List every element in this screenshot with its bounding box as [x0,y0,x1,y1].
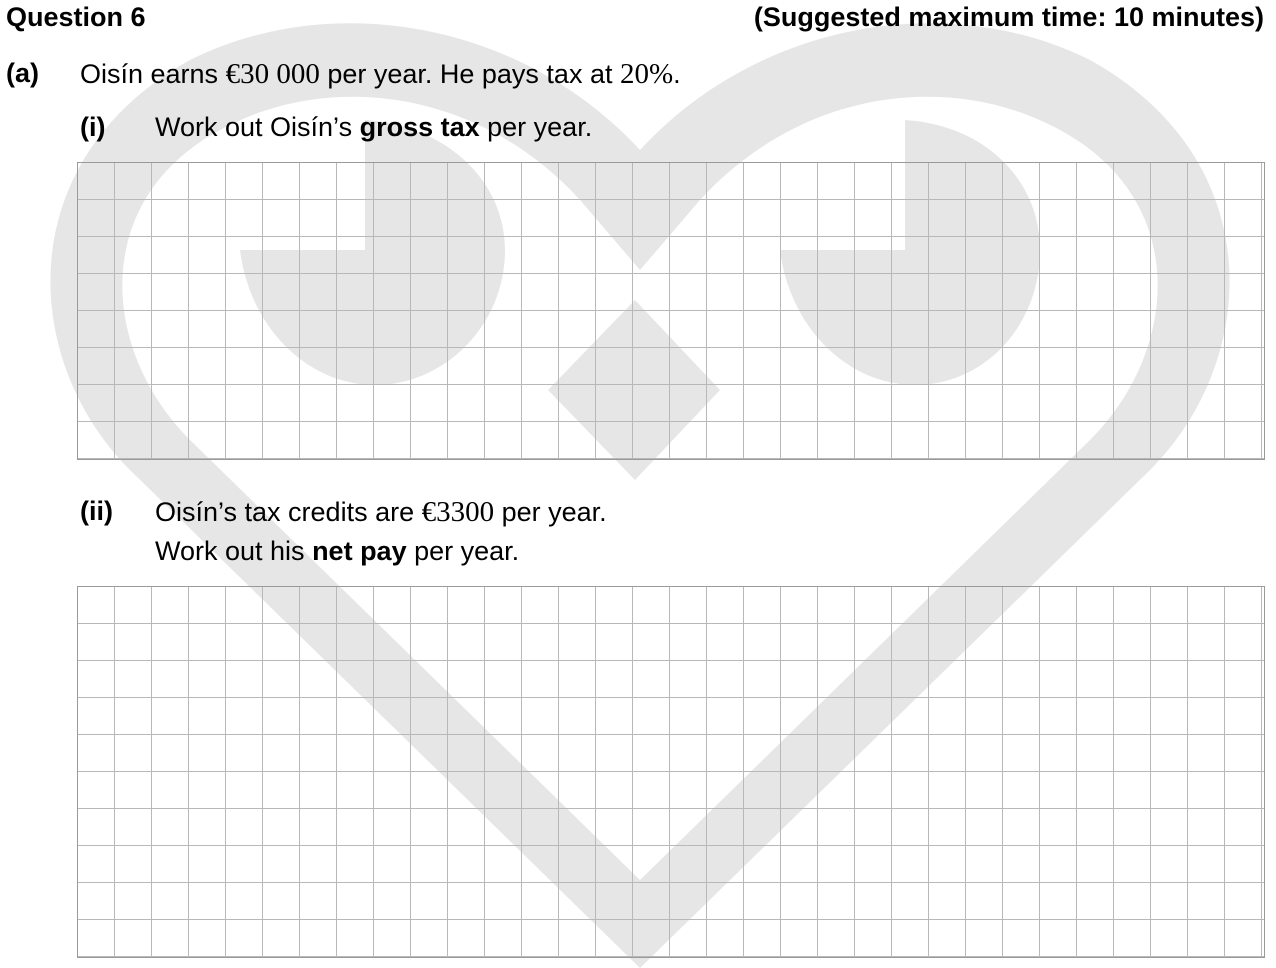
part-a-rate: 20% [619,58,674,90]
part-ii-credits: €3300 [421,496,495,528]
part-ii-label: (ii) [80,496,113,526]
answer-grid-i[interactable] [77,162,1265,460]
part-ii-line1 [155,496,607,529]
part-ii-line1-prefix: Oisín’s tax credits are [155,497,422,527]
part-ii-bold: net pay [312,536,407,566]
part-a-text-suffix: . [673,59,681,89]
part-i-bold: gross tax [359,112,480,142]
answer-grid-ii[interactable] [77,586,1265,958]
part-ii-line2-suffix: per year. [406,536,520,566]
part-a-label: (a) [6,58,39,88]
part-i-label: (i) [80,112,106,142]
part-ii-line1-suffix: per year. [494,497,607,527]
part-i-text [155,112,592,143]
part-a-text-prefix: Oisín earns [80,59,226,89]
part-ii-line2 [155,536,519,567]
part-a-text-middle: per year. He pays tax at [319,59,620,89]
suggested-time: (Suggested maximum time: 10 minutes) [753,2,1264,32]
part-a-text [80,58,681,91]
part-a-amount: €30 000 [225,58,320,90]
question-title: Question 6 [6,2,146,32]
part-ii-line2-prefix: Work out his [155,536,313,566]
part-i-text-prefix: Work out Oisín’s [155,112,360,142]
part-i-text-suffix: per year. [479,112,593,142]
